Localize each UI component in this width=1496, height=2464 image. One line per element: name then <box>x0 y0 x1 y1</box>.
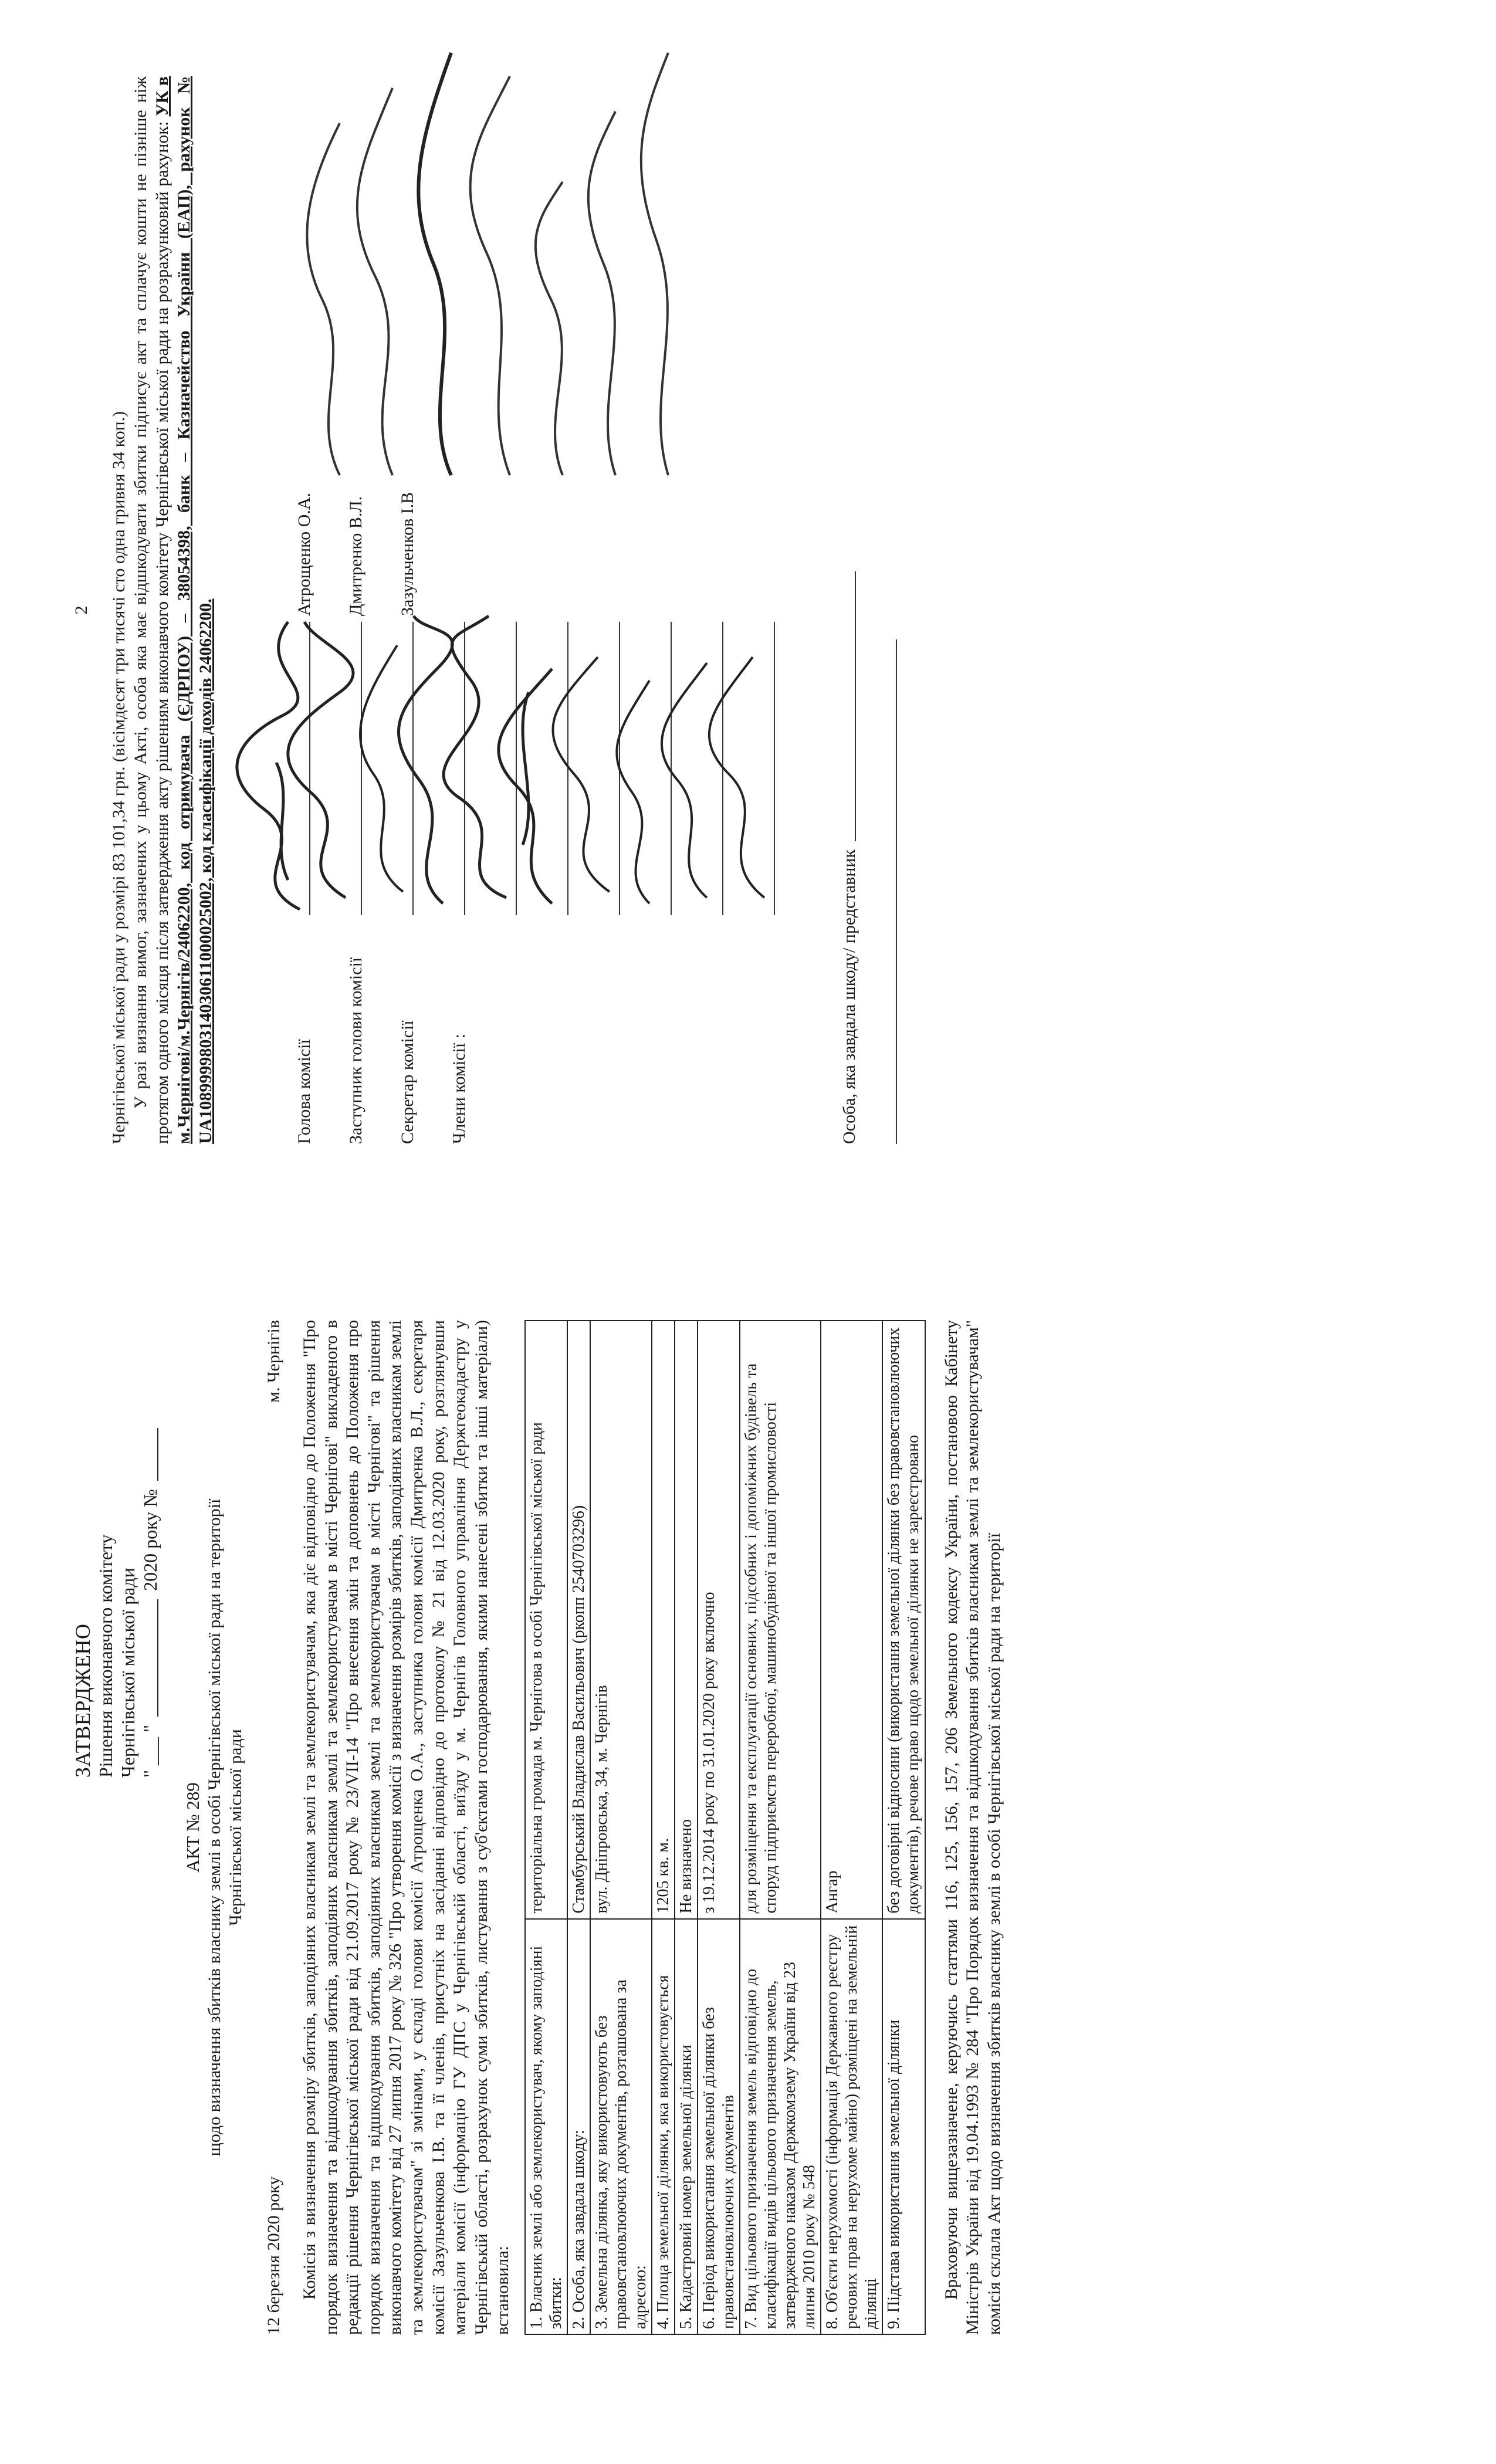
table-answer: з 19.12.2014 року по 31.01.2020 року включно <box>698 1321 740 1919</box>
table-question: 2. Особа, яка завдала шкоду: <box>567 1919 590 2334</box>
table-row <box>590 1321 652 2334</box>
table-row <box>652 1321 675 2334</box>
act-date: 12 березня 2020 року <box>264 2176 284 2335</box>
intro-paragraph: Комісія з визначення розміру збитків, заподіяних власникам землі та землекористувачам, яка діє відповідно до Положення "Про порядок визначення та відшкодування збитків, заподіяних власникам землі та землекористувачам в місті Чернігові" викладеного в редакції рішення Чернігівської міської ради від 21.09.2017 року № 23/VII-14 "Про внесення змін та доповнень до Положення про порядок визначення та відшкодування збитків, заподіяних власникам землі та землекористувачам в місті Чернігові" та рішення виконавчого комітету від 27 липня 2017 року № 326 "Про утворення комісії з визначення розмірів збитків, заподіяних власникам землі та землекористувачам" зі змінами, у складі голови комісії Атрощенка О.А., заступника голови комісії Дмитренка В.Л., секретаря комісії Зазульченкова І.В. та її членів, присутніх на засіданні відповідно до протоколу № 21 від 12.03.2020 року, розглянувши матеріали комісії (інформацію ГУ ДПС у Чернігівській області, виїзду у м. Чернігів Головного управління Держгеокадастру у Чернігівській області, розрахунок суми збитків, листування з суб'єктами господарювання, якими нанесені збитки та інші матеріали) встановила: <box>299 1320 513 2335</box>
signature-role: Голова комісії <box>294 1039 314 1144</box>
closing-paragraph: Враховуючи вищезазначене, керуючись статтями 116, 125, 156, 157, 206 Земельного кодексу України, постановою Кабінету Міністрів України від 19.04.1993 № 284 "Про Порядок визначення та відшкодування збитків власникам землі та землекористувачам" комісія склала Акт щодо визначення збитків власнику землі в особі Чернігівської міської ради на території <box>941 1320 1004 2335</box>
table-row <box>740 1321 821 2334</box>
signature-line <box>773 622 775 915</box>
table-answer: без договірні відносини (використання земельної ділянки без правовстановлюючих документів), речове право щодо земельної ділянки не зареєстровано <box>882 1321 925 1919</box>
handwritten-signature <box>694 610 776 915</box>
table-row <box>525 1321 567 2334</box>
act-subtitle-1: щодо визначення збитків власнику землі в особі Чернігівської міської ради на території <box>205 1498 225 2157</box>
approval-line-3 <box>140 1367 162 1778</box>
signature-name: Дмитренко В.Л. <box>346 496 365 616</box>
signature-role: Секретар комісії <box>397 1020 417 1144</box>
bank-account: УК в м.Чернігові/м.Чернігів/24062200, код отримувача (ЄДРПОУ) – 38054398, банк – Казначейство України (ЕАП), рахунок № UA108999980314030611000025002, код класифікації доходів 24062200. <box>152 76 216 1144</box>
table-answer: Стамбурський Владислав Васильович (ркопп 2540703296) <box>567 1321 590 1919</box>
act-subtitle-2: Чернігівської міської ради <box>226 1729 246 1926</box>
damage-person-signature-line <box>854 571 856 841</box>
table-row <box>698 1321 740 2334</box>
table-question: 8. Об'єкти нерухомості (інформація Державного реєстру речових прав на нерухоме майно) розміщені на земельній ділянці <box>821 1919 882 2334</box>
approval-number-blank <box>140 1428 158 1481</box>
table-question: 9. Підстава використання земельної ділянки <box>882 1919 925 2334</box>
table-answer: Ангар <box>821 1321 882 1919</box>
page-two <box>0 6 1496 1226</box>
approval-year: 2020 року № <box>139 1489 161 1591</box>
act-title: АКТ № 289 <box>182 1782 203 1873</box>
dateline <box>263 1320 285 2335</box>
handwritten-names <box>275 29 803 487</box>
approval-day: " ___ " <box>139 1724 161 1778</box>
table-row <box>675 1321 698 2334</box>
approval-line-1: Рішення виконавчого комітету <box>95 1534 117 1778</box>
table-answer: вул. Дніпровська, 34, м. Чернігів <box>590 1321 652 1919</box>
approval-block <box>70 1367 162 1778</box>
extra-signature-line <box>896 639 897 1144</box>
table-answer: для розміщення та експлуатації основних, підсобних і допоміжних будівель та споруд підприємств переробної, машинобудівної та іншої промисловості <box>740 1321 821 1919</box>
table-row <box>821 1321 882 2334</box>
table-question: 7. Вид цільового призначення земель відповідно до класифікації видів цільового призначення земель, затвердженого наказом Держкомзему України від 23 липня 2010 року № 548 <box>740 1919 821 2334</box>
signature-role: Заступник голови комісії <box>346 957 365 1144</box>
payment-text: У разі визнання вимог, зазначених у цьому Акті, особа яка має відшкодувати збитки підписує акт та сплачує кошти не пізніше ніж протягом одного місяця після затвердження акту рішенням виконавчого комітету Чернігівської міської ради на розрахунковий рахунок: <box>130 76 172 1144</box>
land-info-table <box>524 1320 926 2335</box>
table-row <box>882 1321 925 2334</box>
damage-person-label: Особа, яка завдала шкоду/ представник <box>840 849 859 1144</box>
table-question: 1. Власник землі або землекористувач, якому заподіяні збитки: <box>525 1919 567 2334</box>
approval-stamp: ЗАТВЕРДЖЕНО <box>71 1623 94 1778</box>
table-question: 5. Кадастровий номер земельної ділянки <box>675 1919 698 2334</box>
table-row <box>567 1321 590 2334</box>
table-question: 6. Період використання земельної ділянки без правовстановлюючих документів <box>698 1919 740 2334</box>
table-answer: Не визначено <box>675 1321 698 1919</box>
table-question: 3. Земельна ділянка, яку використовують без правовстановлюючих документів, розташована за адресою: <box>590 1919 652 2334</box>
table-answer: територіальна громада м. Чернігова в особі Чернігівської міської ради <box>525 1321 567 1919</box>
signature-block <box>263 76 780 1144</box>
approval-month-blank <box>140 1599 158 1717</box>
signature-name: Атрощенко О.А. <box>294 493 314 616</box>
table-question: 4. Площа земельної ділянки, яка використовується <box>652 1919 675 2334</box>
signature-role: Члени комісії : <box>449 1033 469 1144</box>
page-one <box>0 1244 1496 2464</box>
approval-line-2: Чернігівської міської ради <box>117 1568 139 1778</box>
damage-person-row <box>838 76 861 1144</box>
signature-name: Зазульченков І.В <box>397 492 417 616</box>
table-answer: 1205 кв. м. <box>652 1321 675 1919</box>
act-city: м. Чернігів <box>264 1320 284 1403</box>
page-number: 2 <box>72 605 91 615</box>
payment-paragraph <box>130 76 217 1144</box>
amount-paragraph: Чернігівської міської ради у розмірі 83 101,34 грн. (вісімдесят три тисячі сто одна гривня 34 коп.) <box>109 411 128 1144</box>
